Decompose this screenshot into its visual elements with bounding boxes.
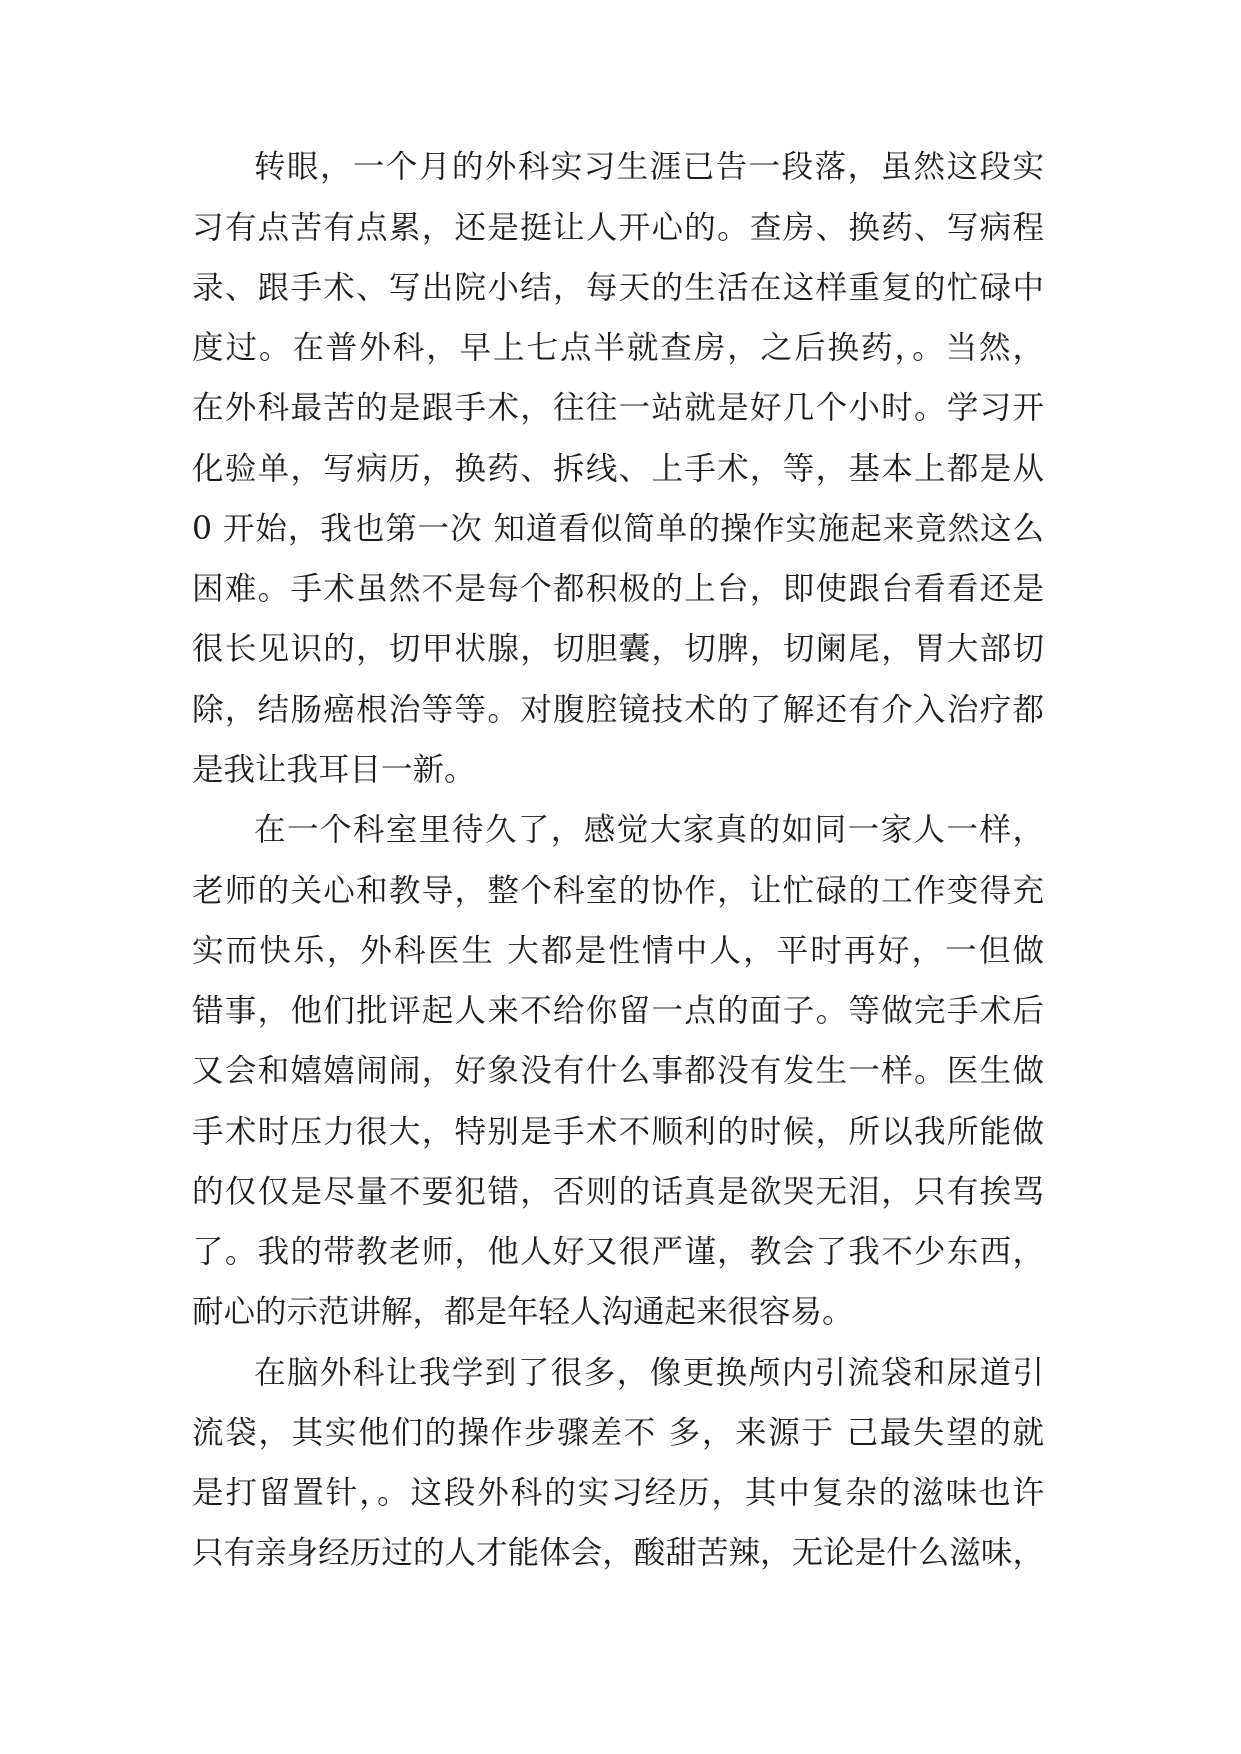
text-line: 习有点苦有点累，还是挺让人开心的。查房、换药、写病程 <box>192 210 1044 246</box>
text-line: 又会和嬉嬉闹闹，好象没有什么事都没有发生一样。医生做 <box>192 1053 1044 1089</box>
text-line: 在一个科室里待久了，感觉大家真的如同一家人一样， <box>254 812 1044 848</box>
text-line: 耐心的示范讲解，都是年轻人沟通起来很容易。 <box>192 1294 854 1330</box>
text-line: 是打留置针，。这段外科的实习经历，其中复杂的滋味也许 <box>192 1475 1044 1511</box>
text-line: 录、跟手术、写出院小结，每天的生活在这样重复的忙碌中 <box>192 270 1044 306</box>
text-line: 只有亲身经历过的人才能体会，酸甜苦辣，无论是什么滋味， <box>192 1535 1044 1571</box>
text-line: 0 开始，我也第一次 知道看似简单的操作实施起来竟然这么 <box>192 511 1044 547</box>
text-line: 在脑外科让我学到了很多，像更换颅内引流袋和尿道引 <box>254 1355 1044 1391</box>
text-line: 是我让我耳目一新。 <box>192 752 476 788</box>
text-line: 流袋，其实他们的操作步骤差不 多，来源于 己最失望的就 <box>192 1415 1044 1451</box>
text-line: 的仅仅是尽量不要犯错，否则的话真是欲哭无泪，只有挨骂 <box>192 1174 1044 1210</box>
text-line: 老师的关心和教导，整个科室的协作，让忙碌的工作变得充 <box>192 873 1044 909</box>
text-line: 转眼，一个月的外科实习生涯已告一段落，虽然这段实 <box>254 149 1044 185</box>
text-line: 实而快乐，外科医生 大都是性情中人，平时再好，一但做 <box>192 933 1044 969</box>
text-line: 在外科最苦的是跟手术，往往一站就是好几个小时。学习开 <box>192 390 1044 426</box>
text-line: 手术时压力很大，特别是手术不顺利的时候，所以我所能做 <box>192 1114 1044 1150</box>
text-line: 了。我的带教老师，他人好又很严谨，教会了我不少东西， <box>192 1234 1044 1270</box>
text-line: 困难。手术虽然不是每个都积极的上台，即使跟台看看还是 <box>192 571 1044 607</box>
text-line: 错事，他们批评起人来不给你留一点的面子。等做完手术后 <box>192 993 1044 1029</box>
text-line: 除，结肠癌根治等等。对腹腔镜技术的了解还有介入治疗都 <box>192 692 1044 728</box>
text-line: 度过。在普外科，早上七点半就查房，之后换药，。当然， <box>192 330 1044 366</box>
text-line: 化验单，写病历，换药、拆线、上手术，等，基本上都是从 <box>192 451 1044 487</box>
text-line: 很长见识的，切甲状腺，切胆囊，切脾，切阑尾，胃大部切 <box>192 631 1044 667</box>
